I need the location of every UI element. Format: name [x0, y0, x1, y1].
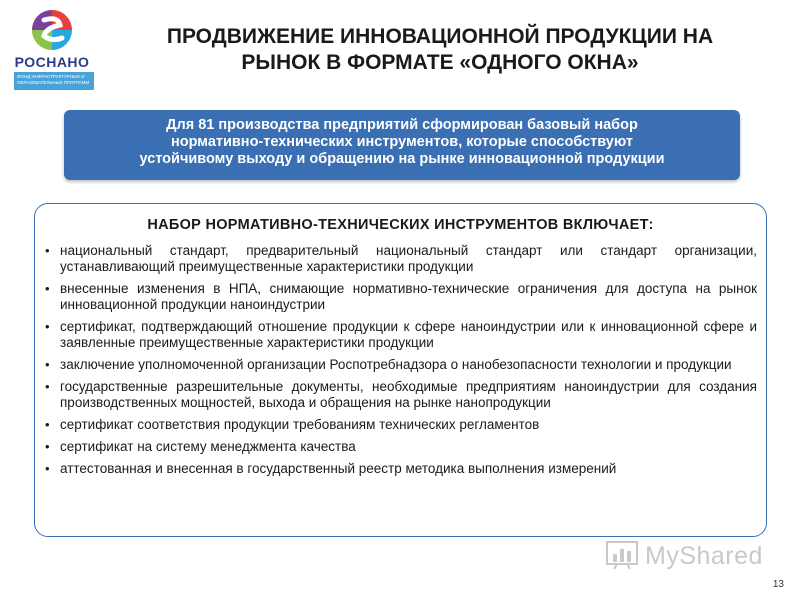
- watermark-text: MyShared: [645, 542, 763, 570]
- list-item: [45, 417, 757, 433]
- list-item: [45, 243, 757, 275]
- list-item: [45, 461, 757, 477]
- chart-icon: [605, 540, 639, 570]
- list-item-text: заключение уполномоченной организации Роспотребнадзора о нанобезопасности технологии и продукции: [60, 357, 732, 372]
- banner-line-1: Для 81 производства предприятий сформирован базовый набор: [166, 117, 638, 133]
- list-item: [45, 281, 757, 313]
- rosnano-logo: [8, 8, 96, 88]
- logo-subtitle: ФОНД ИНФРАСТРУКТУРНЫХ И ОБРАЗОВАТЕЛЬНЫХ ПРОГРАММ: [14, 72, 94, 90]
- banner-line-2: нормативно-технических инструментов, которые способствуют: [171, 134, 633, 150]
- banner-line-3: устойчивому выходу и обращению на рынке инновационной продукции: [139, 151, 665, 167]
- bullet-icon: •: [45, 439, 50, 454]
- list-item: [45, 319, 757, 351]
- title-line-2: РЫНОК В ФОРМАТЕ «ОДНОГО ОКНА»: [241, 51, 639, 74]
- list-item-text: сертификат на систему менеджмента качества: [60, 439, 356, 454]
- bullet-icon: •: [45, 319, 50, 334]
- list-item: [45, 439, 757, 455]
- list-item-text: национальный стандарт, предварительный национальный стандарт или стандарт организации, устанавливающий преимущественные характеристики продукции: [60, 243, 757, 274]
- list-item: [45, 379, 757, 411]
- title-line-1: ПРОДВИЖЕНИЕ ИННОВАЦИОННОЙ ПРОДУКЦИИ НА: [166, 25, 714, 48]
- bullet-icon: •: [45, 379, 50, 394]
- bullet-icon: •: [45, 357, 50, 372]
- bullet-icon: •: [45, 461, 50, 476]
- list-item-text: государственные разрешительные документы, необходимые предприятиям наноиндустрии для создания производственных мощностей, выхода и обращения на рынке нанопродукции: [60, 379, 757, 410]
- myshared-watermark: [605, 538, 765, 572]
- summary-banner: [64, 110, 740, 180]
- instruments-list: [45, 243, 757, 483]
- list-item-text: внесенные изменения в НПА, снимающие нормативно-технические ограничения для доступа на рынок инновационной продукции наноиндустрии: [60, 281, 757, 312]
- panel-heading: НАБОР НОРМАТИВНО-ТЕХНИЧЕСКИХ ИНСТРУМЕНТОВ ВКЛЮЧАЕТ:: [147, 217, 654, 233]
- logo-name: РОСНАНО: [14, 54, 90, 70]
- list-item-text: аттестованная и внесенная в государственный реестр методика выполнения измерений: [60, 461, 617, 476]
- rosnano-emblem-icon: [30, 8, 74, 52]
- page-number: 13: [772, 579, 784, 590]
- bullet-icon: •: [45, 243, 50, 258]
- list-item-text: сертификат соответствия продукции требованиям технических регламентов: [60, 417, 540, 432]
- page-title: [110, 24, 770, 76]
- list-item-text: сертификат, подтверждающий отношение продукции к сфере наноиндустрии или к инновационной сфере и заявленные преимущественные характеристики продукции: [60, 319, 757, 350]
- instruments-panel: [34, 203, 767, 537]
- bullet-icon: •: [45, 417, 50, 432]
- bullet-icon: •: [45, 281, 50, 296]
- list-item: [45, 357, 757, 373]
